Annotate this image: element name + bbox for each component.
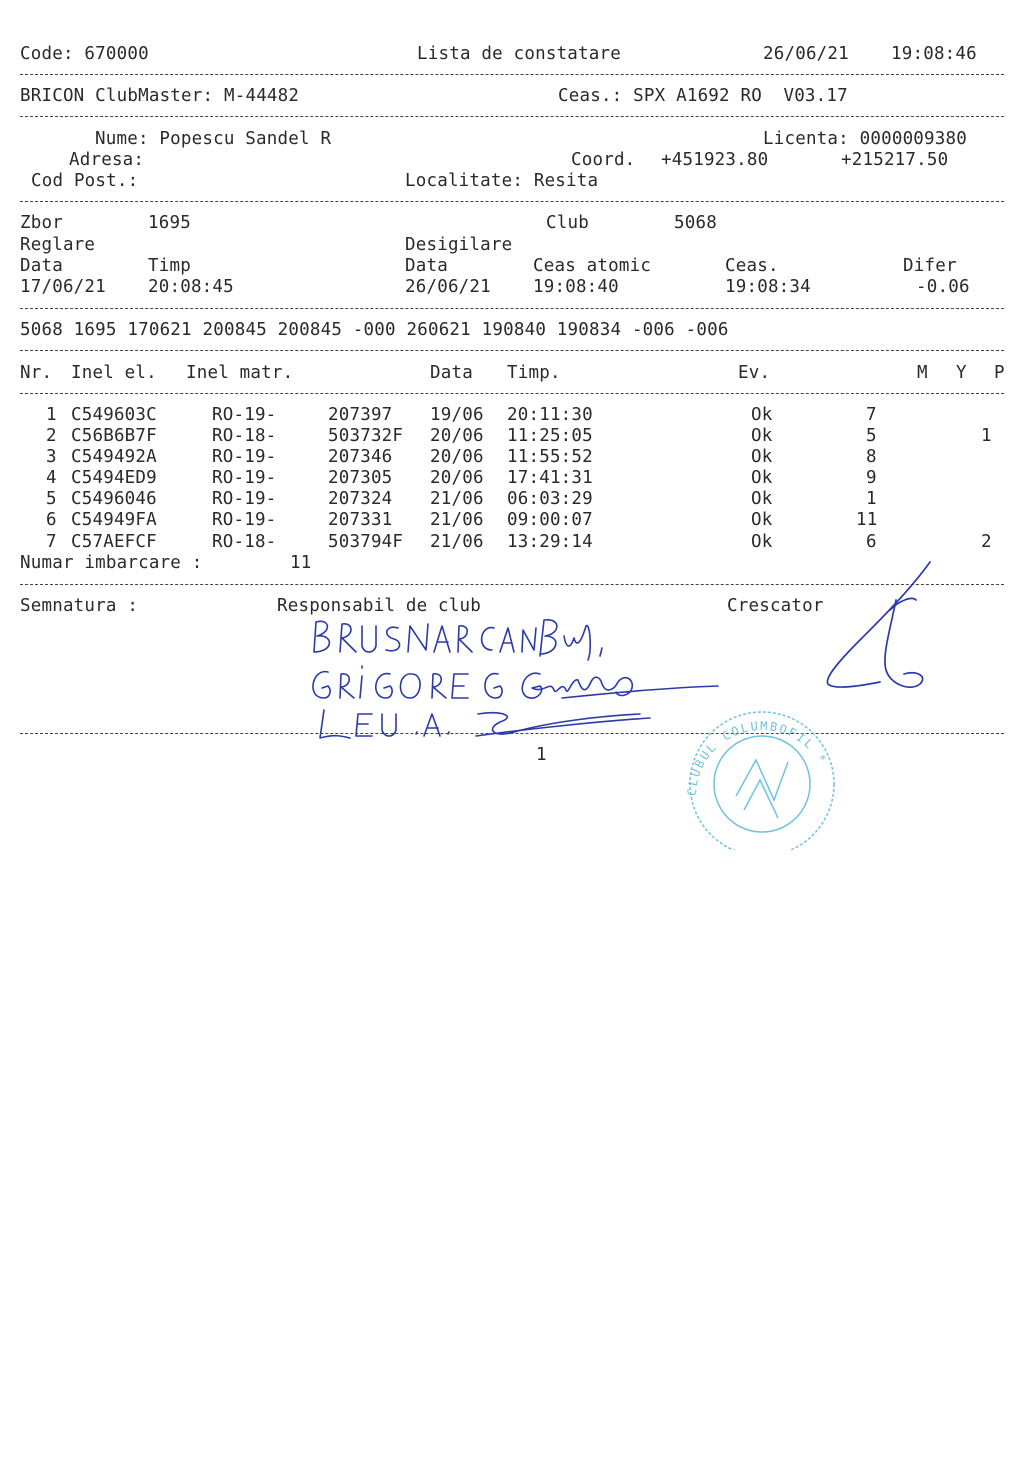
- row-ring-number: 503794F: [328, 532, 404, 552]
- row-electronic-ring: C549492A: [71, 447, 157, 467]
- row-date: 21/06: [430, 510, 484, 530]
- col-data-unsealing: Data: [405, 256, 448, 276]
- license-number: Licenta: 0000009380: [763, 129, 967, 149]
- th-registered-ring: Inel matr.: [186, 363, 294, 383]
- breeder-label: Crescator: [727, 596, 824, 616]
- row-date: 20/06: [430, 447, 484, 467]
- club-responsible-label: Responsabil de club: [277, 596, 481, 616]
- separator: [20, 393, 1004, 394]
- separator: [20, 201, 1004, 202]
- address-label: Adresa:: [69, 150, 145, 170]
- signature-label: Semnatura :: [20, 596, 139, 616]
- row-nr: 6: [46, 510, 57, 530]
- club-number: 5068: [674, 213, 717, 233]
- row-m: 8: [866, 447, 877, 467]
- locality: Localitate: Resita: [405, 171, 599, 191]
- time-difference: -0.06: [916, 277, 970, 297]
- row-electronic-ring: C5494ED9: [71, 468, 157, 488]
- row-time: 09:00:07: [507, 510, 593, 530]
- row-time: 11:55:52: [507, 447, 593, 467]
- row-nr: 2: [46, 426, 57, 446]
- row-time: 20:11:30: [507, 405, 593, 425]
- row-date: 20/06: [430, 468, 484, 488]
- th-electronic-ring: Inel el.: [71, 363, 157, 383]
- row-m: 11: [856, 510, 878, 530]
- page-number: 1: [536, 745, 547, 765]
- row-electronic-ring: C57AEFCF: [71, 532, 157, 552]
- row-m: 7: [866, 405, 877, 425]
- row-time: 17:41:31: [507, 468, 593, 488]
- th-time: Timp.: [507, 363, 561, 383]
- th-event: Ev.: [738, 363, 771, 383]
- clubmaster-id: BRICON ClubMaster: M-44482: [20, 86, 300, 106]
- row-event: Ok: [751, 447, 773, 467]
- coord-longitude: +215217.50: [841, 150, 949, 170]
- row-m: 9: [866, 468, 877, 488]
- row-date: 21/06: [430, 532, 484, 552]
- row-electronic-ring: C5496046: [71, 489, 157, 509]
- col-time-setting: Timp: [148, 256, 191, 276]
- atomic-clock-time: 19:08:40: [533, 277, 619, 297]
- row-ring-number: 207397: [328, 405, 393, 425]
- row-time: 11:25:05: [507, 426, 593, 446]
- separator: [20, 350, 1004, 351]
- boarding-count-value: 11: [290, 553, 312, 573]
- row-date: 20/06: [430, 426, 484, 446]
- row-ring-series: RO-18-: [212, 532, 277, 552]
- th-p: P: [994, 363, 1005, 383]
- row-ring-series: RO-19-: [212, 468, 277, 488]
- boarding-count-label: Numar imbarcare :: [20, 553, 203, 573]
- row-ring-series: RO-19-: [212, 489, 277, 509]
- row-date: 19/06: [430, 405, 484, 425]
- row-m: 6: [866, 532, 877, 552]
- row-m: 5: [866, 426, 877, 446]
- separator: [20, 733, 1004, 734]
- row-electronic-ring: C54949FA: [71, 510, 157, 530]
- flight-label: Zbor: [20, 213, 63, 233]
- row-m: 1: [866, 489, 877, 509]
- svg-text:CLUBUL COLUMBOFIL *: CLUBUL COLUMBOFIL *: [684, 718, 831, 797]
- row-ring-series: RO-19-: [212, 405, 277, 425]
- th-y: Y: [956, 363, 967, 383]
- row-event: Ok: [751, 532, 773, 552]
- row-ring-series: RO-18-: [212, 426, 277, 446]
- row-event: Ok: [751, 510, 773, 530]
- th-date: Data: [430, 363, 473, 383]
- coord-label: Coord.: [571, 150, 636, 170]
- row-nr: 5: [46, 489, 57, 509]
- row-nr: 4: [46, 468, 57, 488]
- clock-time: 19:08:34: [725, 277, 811, 297]
- row-event: Ok: [751, 489, 773, 509]
- unsealing-date: 26/06/21: [405, 277, 491, 297]
- row-ring-series: RO-19-: [212, 447, 277, 467]
- col-atomic-clock: Ceas atomic: [533, 256, 652, 276]
- col-data-setting: Data: [20, 256, 63, 276]
- separator: [20, 308, 1004, 309]
- separator: [20, 74, 1004, 75]
- coord-latitude: +451923.80: [661, 150, 769, 170]
- row-nr: 7: [46, 532, 57, 552]
- separator: [20, 116, 1004, 117]
- row-nr: 3: [46, 447, 57, 467]
- postal-code-label: Cod Post.:: [31, 171, 139, 191]
- document-title: Lista de constatare: [417, 44, 621, 64]
- flight-number: 1695: [148, 213, 191, 233]
- row-electronic-ring: C56B6B7F: [71, 426, 157, 446]
- row-electronic-ring: C549603C: [71, 405, 157, 425]
- row-time: 13:29:14: [507, 532, 593, 552]
- row-p: 2: [981, 532, 992, 552]
- row-ring-number: 207331: [328, 510, 393, 530]
- row-event: Ok: [751, 405, 773, 425]
- row-event: Ok: [751, 426, 773, 446]
- row-date: 21/06: [430, 489, 484, 509]
- row-ring-number: 207324: [328, 489, 393, 509]
- col-clock: Ceas.: [725, 256, 779, 276]
- header-date: 26/06/21: [763, 44, 849, 64]
- th-nr: Nr.: [20, 363, 53, 383]
- row-ring-number: 207346: [328, 447, 393, 467]
- club-stamp: [678, 700, 848, 850]
- summary-code-line: 5068 1695 170621 200845 200845 -000 260621 190840 190834 -006 -006: [20, 320, 729, 340]
- setting-time: 20:08:45: [148, 277, 234, 297]
- setting-label: Reglare: [20, 235, 96, 255]
- row-ring-series: RO-19-: [212, 510, 277, 530]
- breeder-signature: [820, 560, 940, 700]
- header-time: 19:08:46: [891, 44, 977, 64]
- col-difference: Difer: [903, 256, 957, 276]
- th-m: M: [917, 363, 928, 383]
- row-ring-number: 207305: [328, 468, 393, 488]
- row-p: 1: [981, 426, 992, 446]
- club-handwritten-signatures: [300, 610, 740, 750]
- row-event: Ok: [751, 468, 773, 488]
- unsealing-label: Desigilare: [405, 235, 513, 255]
- row-ring-number: 503732F: [328, 426, 404, 446]
- row-time: 06:03:29: [507, 489, 593, 509]
- club-label: Club: [546, 213, 589, 233]
- row-nr: 1: [46, 405, 57, 425]
- clock-id: Ceas.: SPX A1692 RO V03.17: [558, 86, 848, 106]
- setting-date: 17/06/21: [20, 277, 106, 297]
- fancier-name: Nume: Popescu Sandel R: [95, 129, 332, 149]
- document-code: Code: 670000: [20, 44, 149, 64]
